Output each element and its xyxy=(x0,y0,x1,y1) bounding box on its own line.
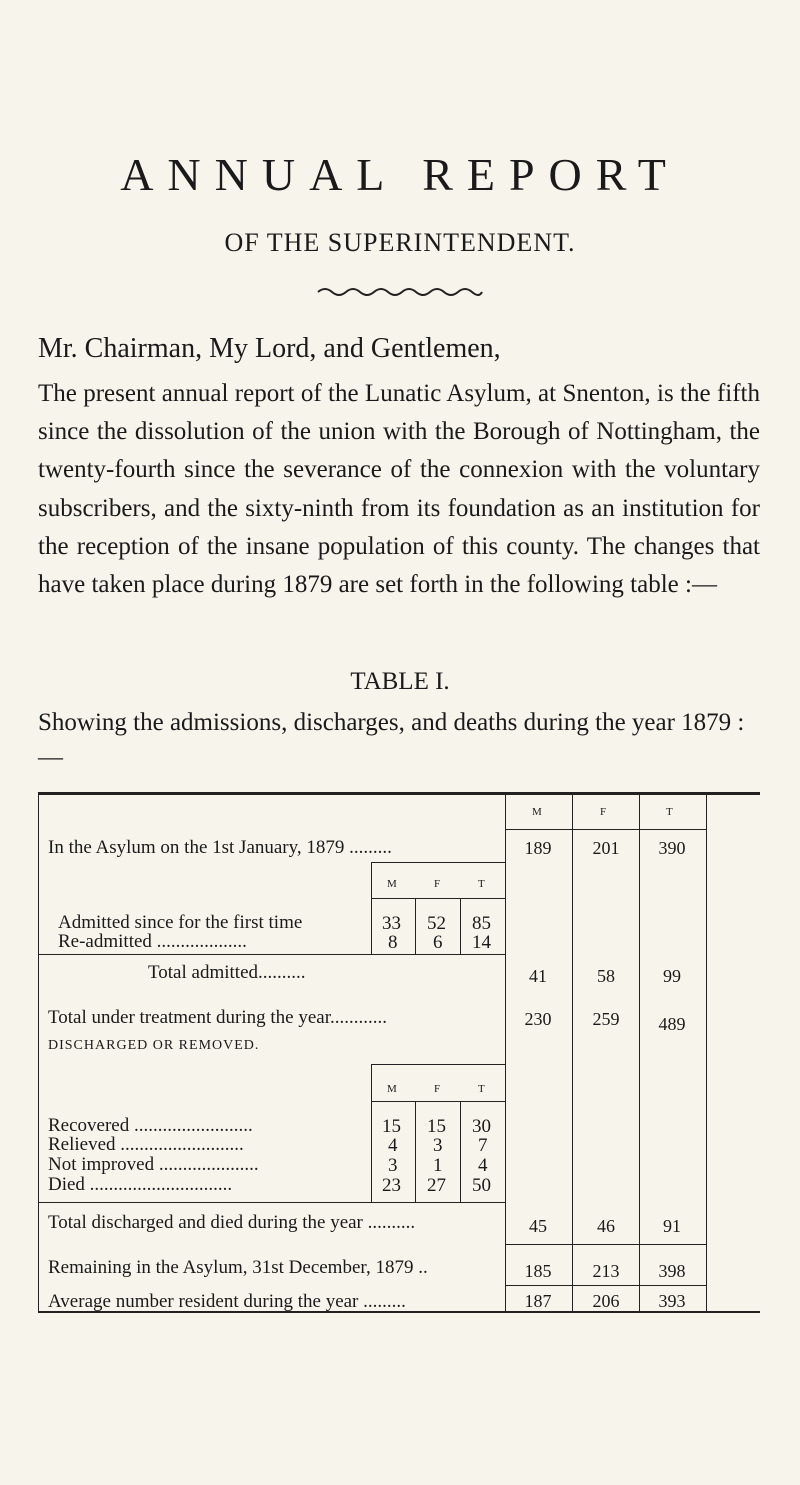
died-t: 50 xyxy=(472,1175,491,1196)
not-improved-t: 4 xyxy=(478,1155,488,1176)
col-divider-2 xyxy=(572,795,573,1311)
table-caption: Showing the admissions, discharges, and deaths during the year 1879 :— xyxy=(38,709,745,771)
subtotal-rule-1 xyxy=(505,1285,706,1286)
remaining-f: 213 xyxy=(592,1261,620,1281)
discharged-heading: DISCHARGED OR REMOVED. xyxy=(48,1038,260,1053)
total-discharged-t: 91 xyxy=(663,1216,681,1236)
readmitted-t: 14 xyxy=(472,932,491,953)
admissions-subheader-m: M xyxy=(387,878,398,890)
recovered-m: 15 xyxy=(382,1116,401,1137)
total-admitted-t: 99 xyxy=(663,966,681,986)
discharged-subtable-div-2 xyxy=(415,1101,416,1202)
died-f: 27 xyxy=(427,1175,446,1196)
row-label-total-admitted: Total admitted.......... xyxy=(148,962,306,983)
average-f: 206 xyxy=(592,1291,620,1311)
admitted-first-t: 85 xyxy=(472,913,491,934)
in-asylum-f: 201 xyxy=(592,838,620,858)
relieved-f: 3 xyxy=(433,1135,443,1156)
row-label-not-improved: Not improved ..................... xyxy=(48,1154,259,1175)
total-discharged-f: 46 xyxy=(597,1216,615,1236)
col-header-f: F xyxy=(600,806,608,818)
row-label-relieved: Relieved .......................... xyxy=(48,1134,244,1155)
admissions-subheader-f: F xyxy=(434,878,442,890)
row-label-recovered: Recovered ......................... xyxy=(48,1115,253,1136)
remaining-m: 185 xyxy=(524,1261,552,1281)
col-header-t: T xyxy=(666,806,674,818)
report-title: ANNUAL REPORT xyxy=(120,149,680,200)
col-divider-1 xyxy=(505,795,506,1311)
row-label-in-asylum: In the Asylum on the 1st January, 1879 ......... xyxy=(48,837,392,858)
recovered-f: 15 xyxy=(427,1116,446,1137)
row-label-total-under-treatment: Total under treatment during the year............ xyxy=(48,1007,387,1028)
admissions-subtable-bottom xyxy=(38,954,505,955)
relieved-t: 7 xyxy=(478,1135,488,1156)
discharged-subheader-t: T xyxy=(478,1083,486,1095)
admissions-subtable-div-2 xyxy=(415,898,416,954)
discharged-subheader-f: F xyxy=(434,1083,442,1095)
col-divider-3 xyxy=(639,795,640,1311)
admitted-first-f: 52 xyxy=(427,913,446,934)
intro-paragraph: The present annual report of the Lunatic Asylum, at Snenton, is the fifth since the dissolution of the union with the Borough of Nottingham, the twenty-fourth since the severance of the connexion with the voluntary subscribers, and the sixty-ninth from its foundation as an institution for the reception of the insane population of this county. The changes that have taken place during 1879 are set forth in the following table :— xyxy=(38,380,760,599)
discharged-subtable-top xyxy=(371,1064,505,1065)
admissions-subtable-top xyxy=(371,862,505,863)
table-title: TABLE I. xyxy=(350,668,450,695)
average-t: 393 xyxy=(658,1291,686,1311)
died-m: 23 xyxy=(382,1175,401,1196)
total-under-treatment-f: 259 xyxy=(592,1009,620,1029)
total-admitted-f: 58 xyxy=(597,966,615,986)
admitted-first-m: 33 xyxy=(382,913,401,934)
in-asylum-m: 189 xyxy=(524,838,552,858)
total-admitted-m: 41 xyxy=(529,966,547,986)
salutation: Mr. Chairman, My Lord, and Gentlemen, xyxy=(38,333,501,364)
total-discharged-m: 45 xyxy=(529,1216,547,1236)
row-label-readmitted: Re-admitted ................... xyxy=(58,931,247,952)
table-top-rule xyxy=(38,792,760,795)
in-asylum-t: 390 xyxy=(658,838,686,858)
wavy-rule-ornament xyxy=(316,286,484,298)
report-subtitle: OF THE SUPERINTENDENT. xyxy=(224,228,576,257)
admissions-subtable-div-3 xyxy=(460,898,461,954)
row-label-total-discharged: Total discharged and died during the year .......... xyxy=(48,1212,416,1233)
relieved-m: 4 xyxy=(388,1135,398,1156)
average-m: 187 xyxy=(524,1291,552,1311)
col-divider-right xyxy=(706,795,707,1311)
remaining-t: 398 xyxy=(658,1261,686,1281)
not-improved-f: 1 xyxy=(433,1155,443,1176)
col-header-m: M xyxy=(532,806,543,818)
total-under-treatment-t: 489 xyxy=(658,1014,686,1034)
recovered-t: 30 xyxy=(472,1116,491,1137)
readmitted-m: 8 xyxy=(388,932,398,953)
readmitted-f: 6 xyxy=(433,932,443,953)
discharged-subheader-m: M xyxy=(387,1083,398,1095)
table-left-rule xyxy=(38,795,39,1311)
header-underline xyxy=(505,829,706,830)
discharged-subtable-div-1 xyxy=(371,1064,372,1202)
discharged-subtable-bottom xyxy=(38,1202,505,1203)
total-under-treatment-m: 230 xyxy=(524,1009,552,1029)
row-label-average: Average number resident during the year ......... xyxy=(48,1291,406,1312)
admissions-subtable-header-rule xyxy=(371,898,505,899)
admissions-subheader-t: T xyxy=(478,878,486,890)
row-label-died: Died .............................. xyxy=(48,1174,233,1195)
subtotal-rule-2 xyxy=(505,1244,706,1245)
row-label-remaining: Remaining in the Asylum, 31st December, 1879 .. xyxy=(48,1257,428,1278)
discharged-subtable-header-rule xyxy=(371,1101,505,1102)
row-label-admitted-first: Admitted since for the first time xyxy=(58,912,303,933)
not-improved-m: 3 xyxy=(388,1155,398,1176)
admissions-subtable-div-1 xyxy=(371,862,372,954)
discharged-subtable-div-3 xyxy=(460,1101,461,1202)
